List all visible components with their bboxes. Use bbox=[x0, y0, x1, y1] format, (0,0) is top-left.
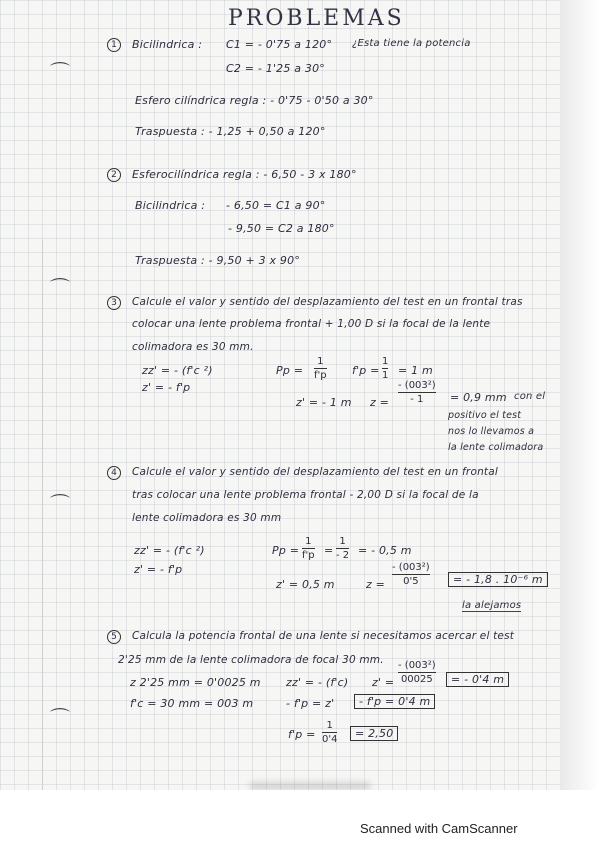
problem-5-fp-box: - f'p = 0'4 m bbox=[354, 694, 435, 709]
fraction-denominator: 00025 bbox=[400, 674, 433, 685]
scanner-watermark: Scanned with CamScanner bbox=[360, 821, 518, 836]
problem-4-pp-result: = - 0,5 m bbox=[358, 544, 412, 557]
problem-5-equation-1: z 2'25 mm = 0'0025 m bbox=[130, 676, 261, 689]
problem-3-note-2: positivo el test bbox=[448, 410, 522, 421]
problem-3-z-fraction bbox=[398, 380, 436, 405]
binder-hook-icon: ⌒ bbox=[50, 276, 70, 300]
problem-3-pp-fraction bbox=[314, 356, 327, 381]
problem-3-z-prime: z' = - 1 m bbox=[296, 396, 352, 409]
scan-shadow bbox=[250, 782, 370, 790]
fraction-numerator: - (003²) bbox=[392, 562, 430, 573]
binder-hook-icon: ⌒ bbox=[50, 492, 70, 516]
fraction-denominator: 0'4 bbox=[322, 734, 338, 745]
problem-3-fp-fraction bbox=[382, 356, 388, 381]
problem-5-power-result-box: = 2,50 bbox=[350, 726, 398, 741]
problem-5-number: 5 bbox=[107, 630, 121, 644]
fraction-denominator: - 2 bbox=[336, 550, 350, 561]
problem-3-pp-label: Pp = bbox=[276, 364, 304, 377]
fraction-numerator: 1 bbox=[305, 536, 312, 547]
problem-4-pp-equals: = bbox=[324, 544, 334, 557]
problem-1-line-2: C2 = - 1'25 a 30° bbox=[226, 62, 326, 75]
fraction-bar bbox=[314, 368, 327, 369]
problem-2-number: 2 bbox=[107, 168, 121, 182]
problem-5-statement-2: 2'25 mm de la lente colimadora de focal 30 mm. bbox=[118, 654, 384, 666]
fraction-bar bbox=[398, 392, 436, 393]
problem-4-statement-3: lente colimadora es 30 mm bbox=[132, 512, 282, 524]
fraction-bar bbox=[336, 548, 349, 549]
fraction-denominator: - 1 bbox=[410, 394, 424, 405]
scan-edge bbox=[560, 0, 599, 790]
fraction-bar bbox=[392, 574, 430, 575]
problem-3-note-1: con el bbox=[514, 391, 546, 402]
problem-5-zprime-result-box: = - 0'4 m bbox=[446, 672, 509, 687]
problem-1-number: 1 bbox=[107, 38, 121, 52]
fraction-denominator: f'p bbox=[302, 550, 315, 561]
problem-4-number: 4 bbox=[107, 466, 121, 480]
problem-4-equation-2: z' = - f'p bbox=[134, 563, 183, 576]
problem-5-equation-2: f'c = 30 mm = 003 m bbox=[130, 697, 254, 710]
problem-3-statement-2: colocar una lente problema frontal + 1,00 D si la focal de la lente bbox=[132, 318, 491, 330]
problem-2-line-2a: Bicilindrica : bbox=[135, 199, 206, 212]
problem-4-z-fraction bbox=[392, 562, 430, 587]
binder-hook-icon: ⌒ bbox=[50, 706, 70, 730]
problem-3-statement-3: colimadora es 30 mm. bbox=[132, 341, 254, 353]
problem-1-line-3: Esfero cilíndrica regla : - 0'75 - 0'50 a 30° bbox=[135, 94, 374, 107]
problem-4-z-label: z = bbox=[366, 578, 386, 591]
problem-3-equation-1: zz' = - (f'c ²) bbox=[142, 364, 213, 377]
problem-4-statement-1: Calcule el valor y sentido del desplazamiento del test en un frontal bbox=[132, 466, 499, 478]
binder-hook-icon: ⌒ bbox=[50, 60, 70, 84]
problem-3-statement-1: Calcule el valor y sentido del desplazamiento del test en un frontal tras bbox=[132, 296, 523, 308]
problem-3-z-label: z = bbox=[370, 396, 390, 409]
fraction-denominator: 1 bbox=[382, 370, 389, 381]
problem-5-zprime-fraction bbox=[398, 660, 436, 685]
fraction-bar bbox=[398, 672, 436, 673]
fraction-bar bbox=[322, 732, 337, 733]
problem-4-pp-fraction bbox=[302, 536, 315, 561]
problem-3-note-3: nos lo llevamos a bbox=[448, 426, 535, 437]
fraction-denominator: f'p bbox=[314, 370, 327, 381]
problem-2-line-1: Esferocilíndrica regla : - 6,50 - 3 x 180° bbox=[132, 168, 357, 181]
problem-5-fp-fraction bbox=[322, 720, 337, 745]
problem-3-equation-2: z' = - f'p bbox=[142, 381, 191, 394]
problem-4-statement-2: tras colocar una lente problema frontal - 2,00 D si la focal de la bbox=[132, 489, 479, 501]
problem-2-line-4: Traspuesta : - 9,50 + 3 x 90° bbox=[135, 254, 301, 267]
problem-2-line-2b: - 6,50 = C1 a 90° bbox=[226, 199, 326, 212]
problem-5-equation-3: zz' = - (f'c) bbox=[286, 676, 349, 689]
problem-3-fp-label: f'p = bbox=[352, 364, 380, 377]
problem-4-note: la alejamos bbox=[462, 600, 522, 611]
problem-5-fp-label: f'p = bbox=[288, 728, 316, 741]
fraction-numerator: 1 bbox=[317, 356, 324, 367]
problem-3-number: 3 bbox=[107, 296, 121, 310]
fraction-numerator: 1 bbox=[326, 720, 333, 731]
problem-3-fp-result: = 1 m bbox=[398, 364, 433, 377]
problem-1-line-1b: C1 = - 0'75 a 120° bbox=[226, 38, 333, 51]
problem-2-line-3: - 9,50 = C2 a 180° bbox=[228, 222, 335, 235]
problem-1-line-1a: Bicilindrica : bbox=[132, 38, 203, 51]
problem-5-zprime-label: z' = bbox=[372, 676, 395, 689]
problem-5-equation-5: - f'p = z' bbox=[286, 697, 335, 710]
page-margin-line bbox=[42, 240, 43, 790]
problem-1-line-4: Traspuesta : - 1,25 + 0,50 a 120° bbox=[135, 125, 326, 138]
fraction-bar bbox=[382, 368, 388, 369]
problem-1-line-1c: ¿Esta tiene la potencia bbox=[352, 38, 471, 49]
problem-4-z-prime: z' = 0,5 m bbox=[276, 578, 335, 591]
fraction-numerator: 1 bbox=[339, 536, 346, 547]
problem-4-equation-1: zz' = - (f'c ²) bbox=[134, 544, 205, 557]
problem-3-z-result: = 0,9 mm bbox=[450, 391, 507, 404]
problem-4-z-result-box: = - 1,8 . 10⁻⁶ m bbox=[448, 572, 548, 587]
fraction-numerator: - (003²) bbox=[398, 660, 436, 671]
problem-4-pp-fraction-2 bbox=[336, 536, 349, 561]
problem-3-note-4: la lente colimadora bbox=[448, 442, 544, 453]
fraction-bar bbox=[302, 548, 315, 549]
problem-5-statement-1: Calcula la potencia frontal de una lente si necesitamos acercar el test bbox=[132, 630, 515, 642]
fraction-numerator: 1 bbox=[382, 356, 389, 367]
page-title: PROBLEMAS bbox=[228, 6, 405, 31]
fraction-numerator: - (003²) bbox=[398, 380, 436, 391]
fraction-denominator: 0'5 bbox=[403, 576, 419, 587]
problem-4-pp-label: Pp = bbox=[272, 544, 300, 557]
